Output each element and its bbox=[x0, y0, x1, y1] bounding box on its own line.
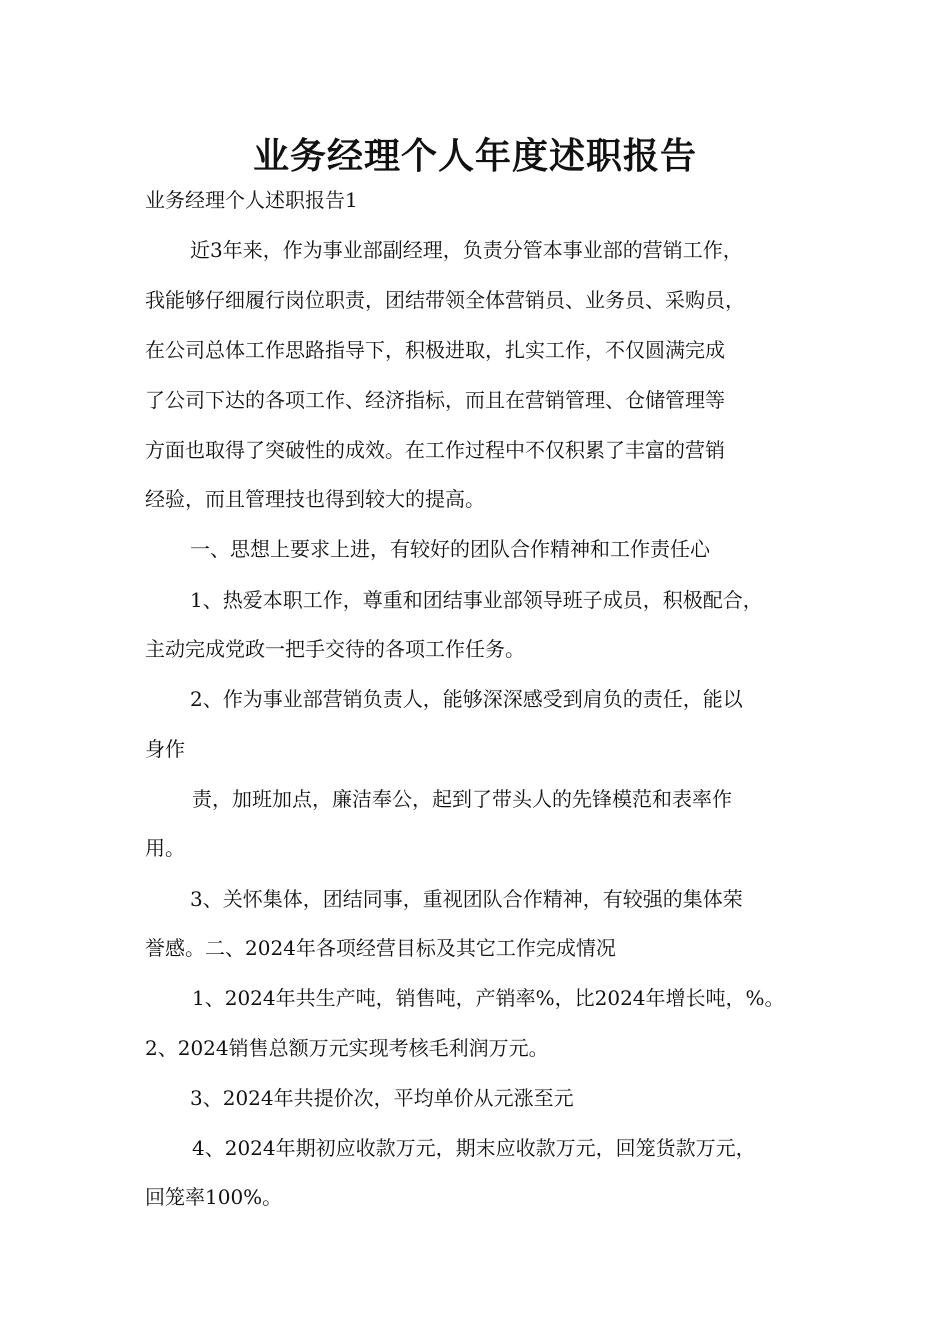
paragraph-line: 4、2024年期初应收款万元，期末应收款万元，回笼货款万元， bbox=[192, 1136, 756, 1160]
paragraph-line: 我能够仔细履行岗位职责，团结带领全体营销员、业务员、采购员， bbox=[145, 288, 745, 312]
section-heading: 业务经理个人述职报告1 bbox=[145, 188, 358, 212]
subheading-line: 一、思想上要求上进，有较好的团队合作精神和工作责任心 bbox=[190, 537, 710, 561]
paragraph-line: 回笼率100%。 bbox=[145, 1185, 283, 1209]
paragraph-line: 用。 bbox=[145, 836, 185, 860]
paragraph-line: 经验，而且管理技也得到较大的提高。 bbox=[145, 487, 485, 511]
paragraph-line: 誉感。二、2024年各项经营目标及其它工作完成情况 bbox=[145, 936, 616, 960]
paragraph-line: 3、2024年共提价次，平均单价从元涨至元 bbox=[190, 1086, 574, 1110]
paragraph-line: 1、2024年共生产吨，销售吨，产销率%，比2024年增长吨，%。 bbox=[192, 986, 785, 1010]
paragraph-line: 近3年来，作为事业部副经理，负责分管本事业部的营销工作， bbox=[190, 238, 743, 262]
paragraph-line: 方面也取得了突破性的成效。在工作过程中不仅积累了丰富的营销 bbox=[145, 438, 725, 462]
paragraph-line: 1、热爱本职工作，尊重和团结事业部领导班子成员，积极配合， bbox=[190, 588, 763, 612]
paragraph-line: 3、关怀集体，团结同事，重视团队合作精神，有较强的集体荣 bbox=[190, 887, 743, 911]
document-title: 业务经理个人年度述职报告 bbox=[252, 136, 697, 177]
paragraph-line: 2、2024销售总额万元实现考核毛利润万元。 bbox=[145, 1036, 549, 1060]
paragraph-line: 责，加班加点，廉洁奉公，起到了带头人的先锋模范和表率作 bbox=[192, 787, 732, 811]
paragraph-line: 了公司下达的各项工作、经济指标，而且在营销管理、仓储管理等 bbox=[145, 388, 725, 412]
paragraph-line: 主动完成党政一把手交待的各项工作任务。 bbox=[145, 637, 525, 661]
paragraph-line: 2、作为事业部营销负责人，能够深深感受到肩负的责任，能以 bbox=[190, 687, 743, 711]
paragraph-line: 身作 bbox=[145, 737, 185, 761]
paragraph-line: 在公司总体工作思路指导下，积极进取，扎实工作，不仅圆满完成 bbox=[145, 338, 725, 362]
